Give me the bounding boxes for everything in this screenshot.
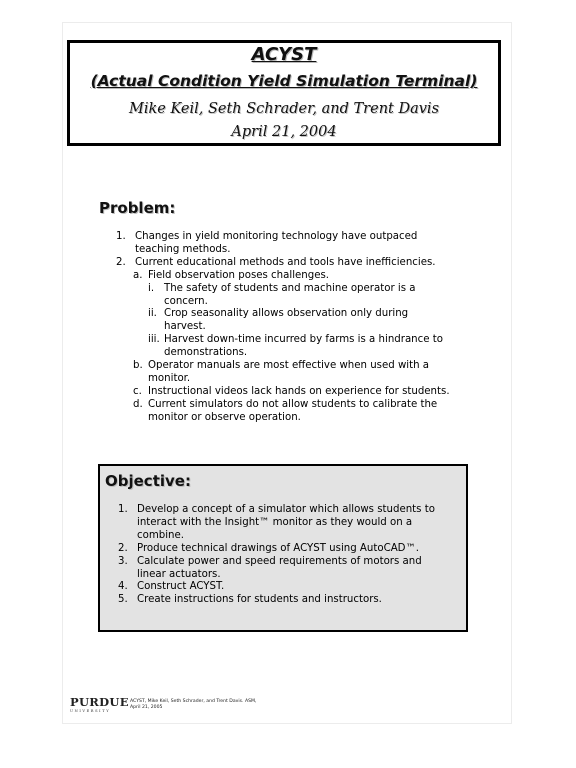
list-marker: iii. (148, 334, 160, 346)
list-item (118, 504, 440, 543)
title-acronym: ACYST (251, 44, 317, 65)
problem-list (116, 231, 452, 425)
list-marker: 5. (118, 594, 128, 606)
list-marker: 2. (118, 542, 128, 554)
list-marker: d. (133, 398, 143, 410)
purdue-logo (70, 695, 129, 715)
list-item-text: Construct ACYST. (137, 581, 225, 593)
list-marker: 1. (118, 504, 128, 515)
citation-line-1: ACYST, Mike Keil, Seth Schrader, and Trent Davis. ASM, (130, 699, 257, 704)
list-item-text: The safety of students and machine operator is a concern. (164, 282, 416, 307)
title-date: April 21, 2004 (231, 124, 337, 140)
list-item-text: Harvest down-time incurred by farms is a hindrance to demonstrations. (164, 334, 443, 359)
objective-list (118, 504, 440, 607)
list-marker: 2. (116, 256, 126, 268)
list-item-text: Current educational methods and tools have inefficiencies. (135, 256, 436, 268)
list-marker: a. (133, 269, 143, 281)
logo-wordmark: PURDUE (70, 695, 129, 709)
footer-citation (130, 699, 256, 711)
title-authors: Mike Keil, Seth Schrader, and Trent Davis (128, 101, 440, 117)
title-box (67, 40, 501, 146)
list-item (116, 270, 452, 283)
list-item-text: Calculate power and speed requirements of motors and linear actuators. (137, 555, 422, 580)
list-item (118, 594, 440, 607)
list-item (116, 257, 452, 270)
list-item-text: Crop seasonality allows observation only during harvest. (164, 308, 409, 333)
list-marker: 4. (118, 581, 128, 593)
title-full-name: (Actual Condition Yield Simulation Terminal) (90, 72, 478, 90)
list-marker: b. (133, 360, 143, 372)
list-marker: 3. (118, 555, 128, 567)
list-marker: i. (148, 282, 155, 294)
list-item-text: Produce technical drawings of ACYST using AutoCAD™. (137, 542, 419, 554)
objective-heading: Objective: (105, 472, 191, 490)
list-item-text: Field observation poses challenges. (148, 269, 330, 281)
list-item (116, 386, 452, 399)
citation-line-2: April 21, 2005 (130, 705, 163, 710)
list-marker: 1. (116, 231, 126, 242)
objective-box (98, 464, 468, 632)
list-item (116, 283, 452, 309)
list-item (118, 543, 440, 556)
list-item (116, 399, 452, 425)
list-item-text: Create instructions for students and instructors. (137, 594, 382, 606)
list-item (118, 556, 440, 582)
list-item-text: Instructional videos lack hands on experience for students. (148, 385, 450, 397)
logo-subtitle: UNIVERSITY (70, 709, 111, 713)
list-item (116, 231, 452, 257)
list-item-text: Current simulators do not allow students to calibrate the monitor or observe operation. (148, 398, 438, 423)
list-item (116, 308, 452, 334)
list-item-text: Changes in yield monitoring technology have outpaced teaching methods. (135, 231, 418, 255)
list-item (116, 334, 452, 360)
list-item (116, 360, 452, 386)
list-item-text: Develop a concept of a simulator which allows students to interact with the Insight™ monitor as they would on a combine. (137, 504, 435, 541)
list-item-text: Operator manuals are most effective when used with a monitor. (148, 360, 430, 384)
problem-heading: Problem: (99, 199, 176, 217)
list-marker: ii. (148, 308, 157, 320)
list-marker: c. (133, 385, 142, 397)
list-item (118, 581, 440, 594)
